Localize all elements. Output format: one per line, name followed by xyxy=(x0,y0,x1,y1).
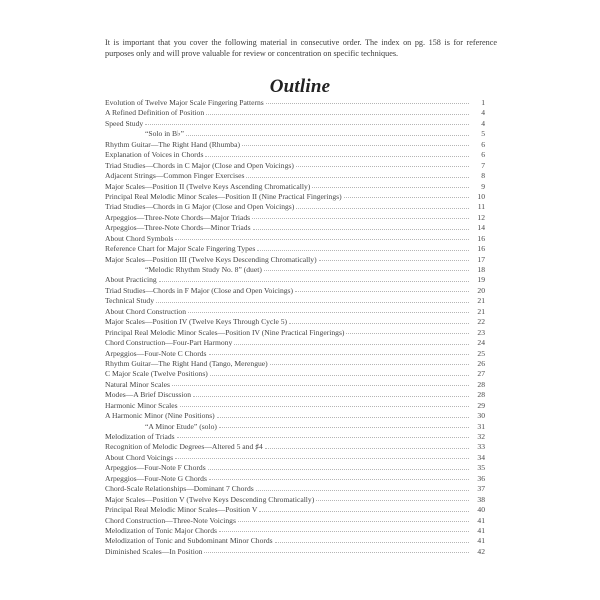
toc-entry[interactable] xyxy=(105,359,485,369)
toc-entry[interactable] xyxy=(105,442,485,452)
toc-entry[interactable] xyxy=(105,380,485,390)
toc-entry-page: 30 xyxy=(477,411,485,421)
dot-leader xyxy=(296,208,469,209)
toc-entry-page: 32 xyxy=(477,432,485,441)
toc-entry[interactable] xyxy=(105,244,485,254)
toc-entry[interactable] xyxy=(105,505,485,515)
toc-entry-page: 5 xyxy=(481,129,485,139)
toc-entry[interactable] xyxy=(105,547,485,557)
toc-entry-title: Arpeggios—Four-Note C Chords xyxy=(105,348,207,358)
dot-leader xyxy=(344,197,469,198)
toc-entry-piece[interactable] xyxy=(105,422,485,432)
dot-leader xyxy=(316,500,469,501)
toc-entry-title: Arpeggios—Four-Note F Chords xyxy=(105,463,206,473)
toc-entry-title: Chord Construction—Three-Note Voicings xyxy=(105,515,236,525)
toc-entry-page: 31 xyxy=(477,421,485,431)
toc-entry-title: About Practicing xyxy=(105,275,157,285)
dot-leader xyxy=(264,270,469,271)
toc-entry-title: Rhythm Guitar—The Right Hand (Tango, Merengue) xyxy=(105,358,268,368)
toc-entry[interactable] xyxy=(105,296,485,306)
table-of-contents xyxy=(105,98,485,557)
toc-entry[interactable] xyxy=(105,484,485,494)
toc-entry-page: 36 xyxy=(477,473,485,483)
dot-leader xyxy=(242,145,469,146)
toc-entry-title: Adjacent Strings—Common Finger Exercises xyxy=(105,171,245,181)
toc-entry[interactable] xyxy=(105,516,485,526)
dot-leader xyxy=(186,135,469,136)
toc-entry[interactable] xyxy=(105,275,485,285)
dot-leader xyxy=(208,469,469,470)
toc-entry[interactable] xyxy=(105,369,485,379)
toc-entry-title: “Solo in B♭” xyxy=(145,129,185,139)
toc-entry-page: 42 xyxy=(477,546,485,556)
toc-entry-page: 38 xyxy=(477,494,485,504)
dot-leader xyxy=(209,479,469,480)
toc-entry-page: 27 xyxy=(477,369,485,379)
dot-leader xyxy=(180,406,469,407)
toc-entry[interactable] xyxy=(105,536,485,546)
toc-entry[interactable] xyxy=(105,98,485,108)
toc-entry-title: Harmonic Minor Scales xyxy=(105,400,178,410)
toc-entry[interactable] xyxy=(105,140,485,150)
toc-entry[interactable] xyxy=(105,338,485,348)
toc-entry-page: 23 xyxy=(477,327,485,337)
toc-entry[interactable] xyxy=(105,307,485,317)
toc-entry[interactable] xyxy=(105,349,485,359)
toc-entry-title: Recognition of Melodic Degrees—Altered 5 and ♯4 xyxy=(105,442,263,452)
toc-entry[interactable] xyxy=(105,495,485,505)
dot-leader xyxy=(312,187,469,188)
toc-entry-page: 9 xyxy=(481,181,485,191)
dot-leader xyxy=(206,114,469,115)
toc-entry-page: 40 xyxy=(477,505,485,515)
toc-entry-title: About Chord Symbols xyxy=(105,233,174,243)
toc-entry[interactable] xyxy=(105,390,485,400)
toc-entry-title: “Melodic Rhythm Study No. 8” (duet) xyxy=(145,265,262,274)
dot-leader xyxy=(204,552,469,553)
dot-leader xyxy=(270,364,469,365)
toc-entry-piece[interactable] xyxy=(105,129,485,139)
toc-entry-title: Modes—A Brief Discussion xyxy=(105,390,192,400)
toc-entry-title: Rhythm Guitar—The Right Hand (Rhumba) xyxy=(105,139,240,149)
dot-leader xyxy=(205,156,469,157)
toc-entry[interactable] xyxy=(105,223,485,233)
toc-entry-page: 20 xyxy=(477,285,485,295)
toc-entry-title: Explanation of Voices in Chords xyxy=(105,150,204,160)
dot-leader xyxy=(188,312,469,313)
toc-entry-page: 16 xyxy=(477,233,485,243)
toc-entry-page: 41 xyxy=(477,515,485,525)
dot-leader xyxy=(275,542,469,543)
toc-entry[interactable] xyxy=(105,411,485,421)
toc-entry-title: Arpeggios—Four-Note G Chords xyxy=(105,473,207,483)
toc-entry-page: 7 xyxy=(481,160,485,170)
toc-entry-page: 41 xyxy=(477,536,485,546)
toc-entry-page: 26 xyxy=(477,358,485,368)
dot-leader xyxy=(217,417,469,418)
toc-entry-page: 34 xyxy=(477,452,485,462)
toc-entry-page: 33 xyxy=(477,442,485,452)
toc-entry[interactable] xyxy=(105,213,485,223)
toc-entry-page: 6 xyxy=(481,139,485,149)
toc-entry[interactable] xyxy=(105,202,485,212)
toc-entry-title: Triad Studies—Chords in G Major (Close and Open Voicings) xyxy=(105,202,295,212)
dot-leader xyxy=(257,250,469,251)
toc-entry-page: 29 xyxy=(477,400,485,410)
toc-entry-title: Melodization of Tonic Major Chords xyxy=(105,525,217,535)
toc-entry-title: Major Scales—Position V (Twelve Keys Descending Chromatically) xyxy=(105,494,315,504)
toc-entry-page: 11 xyxy=(477,202,485,212)
toc-entry[interactable] xyxy=(105,255,485,265)
toc-entry-title: Principal Real Melodic Minor Scales—Position V xyxy=(105,505,258,515)
dot-leader xyxy=(209,354,469,355)
toc-entry[interactable] xyxy=(105,150,485,160)
dot-leader xyxy=(145,124,469,125)
toc-entry[interactable] xyxy=(105,161,485,171)
dot-leader xyxy=(210,375,469,376)
toc-entry[interactable] xyxy=(105,526,485,536)
toc-entry-page: 19 xyxy=(477,275,485,285)
toc-entry-page: 28 xyxy=(477,379,485,389)
toc-entry-page: 37 xyxy=(477,484,485,494)
toc-entry-page: 4 xyxy=(481,118,485,128)
dot-leader xyxy=(238,521,469,522)
toc-entry[interactable] xyxy=(105,119,485,129)
dot-leader xyxy=(319,260,469,261)
dot-leader xyxy=(266,103,469,104)
dot-leader xyxy=(259,511,469,512)
toc-entry-page: 12 xyxy=(477,212,485,222)
toc-entry-title: Evolution of Twelve Major Scale Fingering Patterns xyxy=(105,98,264,107)
dot-leader xyxy=(346,333,469,334)
dot-leader xyxy=(175,239,469,240)
dot-leader xyxy=(172,385,469,386)
dot-leader xyxy=(256,490,469,491)
toc-entry-title: Natural Minor Scales xyxy=(105,379,170,389)
dot-leader xyxy=(252,218,469,219)
page-title: Outline xyxy=(269,75,331,97)
toc-entry-title: Melodization of Tonic and Subdominant Minor Chords xyxy=(105,536,273,546)
toc-entry[interactable] xyxy=(105,328,485,338)
toc-entry-page: 18 xyxy=(477,265,485,274)
toc-entry-page: 4 xyxy=(481,108,485,118)
toc-entry-page: 35 xyxy=(477,463,485,473)
toc-entry-title: C Major Scale (Twelve Positions) xyxy=(105,369,208,379)
dot-leader xyxy=(246,177,469,178)
toc-entry[interactable] xyxy=(105,453,485,463)
toc-entry-title: Reference Chart for Major Scale Fingering Types xyxy=(105,244,256,254)
toc-entry[interactable] xyxy=(105,432,485,442)
toc-entry-title: Major Scales—Position II (Twelve Keys Ascending Chromatically) xyxy=(105,181,311,191)
toc-entry[interactable] xyxy=(105,182,485,192)
toc-entry-title: Triad Studies—Chords in C Major (Close and Open Voicings) xyxy=(105,160,294,170)
toc-entry-title: Triad Studies—Chords in F Major (Close and Open Voicings) xyxy=(105,285,294,295)
toc-entry-title: Principal Real Melodic Minor Scales—Position II (Nine Practical Fingerings) xyxy=(105,191,342,201)
dot-leader xyxy=(156,302,469,303)
toc-entry-page: 41 xyxy=(477,525,485,535)
dot-leader xyxy=(219,531,469,532)
toc-entry[interactable] xyxy=(105,234,485,244)
toc-entry-title: Arpeggios—Three-Note Chords—Minor Triads xyxy=(105,223,251,233)
toc-entry[interactable] xyxy=(105,401,485,411)
dot-leader xyxy=(253,229,469,230)
toc-entry-page: 8 xyxy=(481,171,485,181)
intro-paragraph: It is important that you cover the following material in consecutive order. The index on pg. 158 is for reference purposes only and will prove valuable for review or concentration on specific techniques. xyxy=(105,38,497,59)
toc-entry-title: Chord Construction—Four-Part Harmony xyxy=(105,338,233,348)
toc-entry-piece[interactable] xyxy=(105,265,485,275)
dot-leader xyxy=(159,281,469,282)
toc-entry-page: 25 xyxy=(477,348,485,358)
toc-entry-title: Major Scales—Position IV (Twelve Keys Through Cycle 5) xyxy=(105,317,288,327)
toc-entry[interactable] xyxy=(105,463,485,473)
toc-entry[interactable] xyxy=(105,171,485,181)
dot-leader xyxy=(175,458,469,459)
toc-entry-title: Melodization of Triads xyxy=(105,432,175,441)
dot-leader xyxy=(219,427,469,428)
toc-entry[interactable] xyxy=(105,317,485,327)
toc-entry-title: Major Scales—Position III (Twelve Keys Descending Chromatically) xyxy=(105,254,317,264)
toc-entry[interactable] xyxy=(105,474,485,484)
toc-entry-title: Speed Study xyxy=(105,118,144,128)
toc-entry-page: 17 xyxy=(477,254,485,264)
toc-entry-page: 14 xyxy=(477,223,485,233)
toc-entry-title: About Chord Voicings xyxy=(105,452,174,462)
toc-entry-page: 1 xyxy=(481,98,485,107)
toc-entry[interactable] xyxy=(105,108,485,118)
toc-entry-page: 28 xyxy=(477,390,485,400)
dot-leader xyxy=(289,323,469,324)
toc-entry[interactable] xyxy=(105,192,485,202)
toc-entry-page: 6 xyxy=(481,150,485,160)
toc-entry-page: 21 xyxy=(477,296,485,306)
dot-leader xyxy=(234,344,469,345)
toc-entry-title: About Chord Construction xyxy=(105,306,186,316)
dot-leader xyxy=(177,437,469,438)
dot-leader xyxy=(296,166,469,167)
dot-leader xyxy=(295,291,469,292)
toc-entry-title: A Refined Definition of Position xyxy=(105,108,205,118)
toc-entry[interactable] xyxy=(105,286,485,296)
toc-entry-title: Diminished Scales—In Position xyxy=(105,546,203,556)
dot-leader xyxy=(265,448,469,449)
toc-entry-title: A Harmonic Minor (Nine Positions) xyxy=(105,411,215,421)
toc-entry-title: Technical Study xyxy=(105,296,155,306)
toc-entry-title: Principal Real Melodic Minor Scales—Position IV (Nine Practical Fingerings) xyxy=(105,327,345,337)
toc-entry-page: 24 xyxy=(477,338,485,348)
toc-entry-page: 21 xyxy=(477,306,485,316)
dot-leader xyxy=(193,396,469,397)
toc-entry-page: 22 xyxy=(477,317,485,327)
toc-entry-title: Chord-Scale Relationships—Dominant 7 Chords xyxy=(105,484,254,494)
toc-entry-title: Arpeggios—Three-Note Chords—Major Triads xyxy=(105,212,251,222)
toc-entry-page: 10 xyxy=(477,191,485,201)
toc-entry-title: “A Minor Etude” (solo) xyxy=(145,421,217,431)
toc-entry-page: 16 xyxy=(477,244,485,254)
